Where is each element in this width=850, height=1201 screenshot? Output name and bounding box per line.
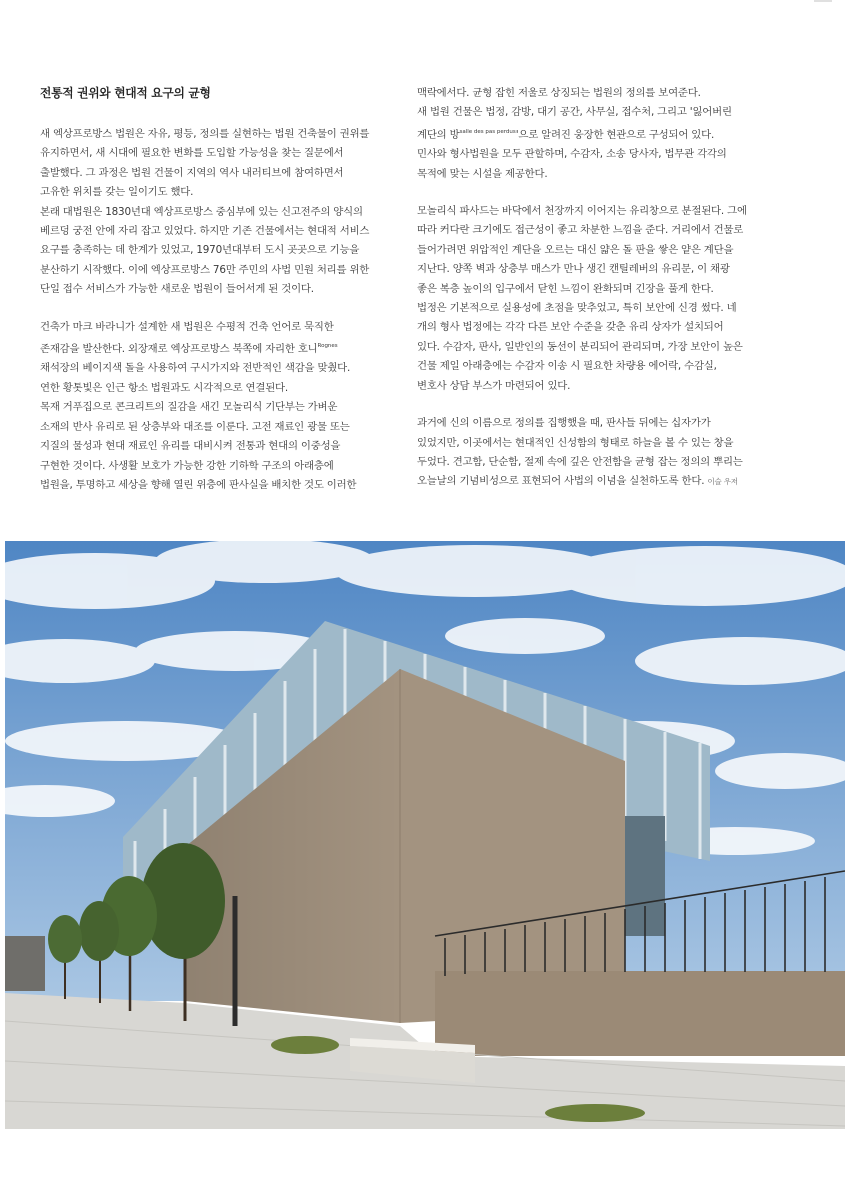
body-paragraph xyxy=(417,414,772,492)
original-term-note: Rognes xyxy=(317,343,338,350)
body-paragraph: 모놀리식 파사드는 바닥에서 천장까지 이어지는 유리창으로 분절된다. 그에 따라 커다란 크기에도 접근성이 좋고 차분한 느낌을 준다. 거리에서 건물로 들어가려면 위압적인 계단을 오르는 대신 얇은 돌 판을 쌓은 얕은 계단을 지난다. 양쪽 벽과 상층부 매스가 만나 생긴 캔틸레버의 유리문, 이 채광 좋은 복층 높이의 입구에서 닫힌 느낌이 완화되며 긴장을 풀게 한다. 법정은 기본적으로 실용성에 초점을 맞추었고, 특히 보안에 신경 썼다. 네 개의 형사 법정에는 각각 다른 보안 수준을 갖춘 유리 상자가 설치되어 있다. 수감자, 판사, 일반인의 동선이 분리되어 관리되며, 가장 보안이 높은 건물 제일 아래층에는 수감자 이송 시 필요한 차량용 에어락, 수감실, 변호사 상담 부스가 마련되어 있다. xyxy=(417,205,747,392)
courthouse-illustration xyxy=(5,541,845,1129)
body-paragraph: 건축가 마크 바라니가 설계한 새 법원은 수평적 건축 언어로 묵직한 존재감을 발산한다. 외장재로 엑상프로방스 북쪽에 자리한 호니$^{Rognes}$ 채석장의 베이지색 돌을 사용하여 구시가지와 전반적인 색감을 맞췄다. 연한 황톳빛은 인근 항소 법원과도 시각적으로 연결된다. 목재 거푸집으로 콘크리트의 질감을 새긴 모놀리식 기단부는 가벼운 소재의 반사 유리로 된 상층부와 대조를 이룬다. 고전 재료인 광물 또는 지질의 물성과 현대 재료인 유리를 대비시켜 전통과 현대의 이중성을 구현한 것이다. 사생활 보호가 가능한 강한 기하학 구조의 아래층에 법원을, 투명하고 세상을 향해 열린 위층에 판사실을 배치한 것도 이러한 xyxy=(40,320,357,491)
courthouse-photo xyxy=(5,541,845,1129)
shrub xyxy=(545,1104,645,1122)
shrub xyxy=(271,1036,339,1054)
author-credit: 이슬 우저 xyxy=(707,477,738,487)
low-wall xyxy=(435,971,845,1056)
original-term-note: salle des pas perdus xyxy=(459,128,516,135)
body-paragraph: 맥락에서다. 균형 잡힌 저울로 상징되는 법원의 정의를 보여준다. 새 법원 건물은 법정, 감방, 대기 공간, 사무실, 접수처, 그리고 '잃어버린 계단의 방$^{salle des pas perdus}$'으로 알려진 웅장한 현관으로 구성되어 있다. 민사와 형사법원을 모두 관할하며, 수감자, 소송 당사자, 법무관 각각의 목적에 맞는 시설을 제공한다. xyxy=(417,87,732,180)
left-column xyxy=(40,84,402,513)
distant-building xyxy=(5,936,45,991)
right-column xyxy=(417,84,772,510)
body-paragraph: 새 엑상프로방스 법원은 자유, 평등, 정의를 실현하는 법원 건축물이 권위를 유지하면서, 새 시대에 필요한 변화를 도입할 가능성을 찾는 질문에서 출발했다. 그 과정은 법원 건물이 지역의 역사 내러티브에 참여하면서 고유한 위치를 갖는 일이기도 했다. 본래 대법원은 1830년대 엑상프로방스 중심부에 있는 신고전주의 양식의 베르덩 궁전 안에 자리 잡고 있었다. 하지만 기존 건물에서는 현대적 서비스 요구를 충족하는 데 한계가 있었고, 1970년대부터 도시 곳곳으로 기능을 분산하기 시작했다. 이에 엑상프로방스 76만 주민의 사법 민원 처리를 위한 단일 접수 서비스가 가능한 새로운 법원이 들어서게 된 것이다. xyxy=(40,128,370,296)
section-heading: 전통적 권위와 현대적 요구의 균형 xyxy=(40,86,211,100)
scan-edge-mark xyxy=(814,0,832,2)
body-paragraph-text: 과거에 신의 이름으로 정의를 집행했을 때, 판사들 뒤에는 십자가가 있었지만, 이곳에서는 현대적인 신성함의 형태로 하늘을 볼 수 있는 창을 두었다. 견고함, 단순함, 절제 속에 깊은 안전함을 균형 잡는 정의의 뿌리는 오늘날의 기념비성으로 표현되어 사법의 이념을 실천하도록 한다. xyxy=(417,417,743,488)
